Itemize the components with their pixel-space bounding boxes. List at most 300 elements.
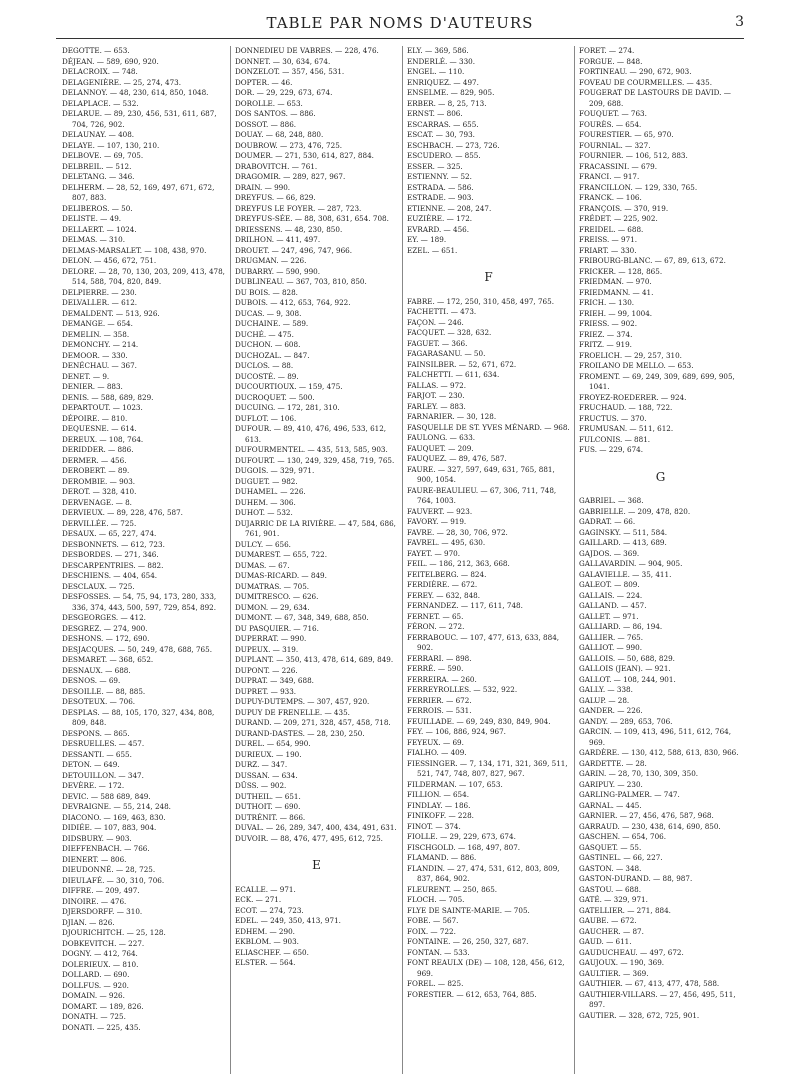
index-entry: DEMOOR. — 330. xyxy=(62,350,128,360)
index-entry: DUVOIR. — 88, 476, 477, 495, 612, 725. xyxy=(235,833,383,843)
index-entry: DELACROIX. — 748. xyxy=(62,67,138,76)
index-entry: DEMONCHY. — 214. xyxy=(62,340,139,349)
index-entry: FLANDIN. — 27, 474, 531, 612, 803, 809, 837, 864, 902. xyxy=(407,863,560,883)
index-entry: DELORE. — 28, 70, 130, 203, 209, 413, 478, 514, 588, 704, 820, 849. xyxy=(62,266,225,286)
index-entry: FEREY. — 632, 848. xyxy=(407,590,481,600)
index-entry: DUCHON. — 608. xyxy=(235,340,301,349)
index-entry: DELAGENIÈRE. — 25, 274, 473. xyxy=(62,77,182,87)
index-entry: FIALHO. — 409. xyxy=(407,748,467,757)
index-entry: ENDERLÉ. — 330. xyxy=(407,56,476,66)
index-entry: FERREYROLLES. — 532, 922. xyxy=(407,685,518,694)
index-entry: FERNET. — 65. xyxy=(407,611,464,621)
index-entry: DELANNOY. — 48, 230, 614, 850, 1048. xyxy=(62,88,209,97)
index-entry: FAURE-BEAULIEU. — 67, 306, 711, 748, 764, 1003. xyxy=(407,485,557,505)
index-entry: GALLAND. — 457. xyxy=(579,601,647,610)
index-entry: ESCAT. — 30, 793. xyxy=(407,130,475,139)
index-entry: GALLET. — 971. xyxy=(579,611,639,621)
index-entry: ESTRADA. — 586. xyxy=(407,182,474,192)
index-entry: FILLION. — 654. xyxy=(407,790,469,799)
index-entry: DESCLAUX. — 725. xyxy=(62,581,135,591)
index-entry: GALAVIELLE. — 35, 411. xyxy=(579,569,672,579)
index-entry: FRIEDMAN. — 970. xyxy=(579,277,652,286)
index-entry: GASQUET. — 55. xyxy=(579,842,642,852)
index-entry: GALLAVARDIN. — 904, 905. xyxy=(579,559,683,568)
index-entry: FOUGERAT DE LASTOURS DE DAVID. — 209, 688. xyxy=(579,88,731,108)
index-entry: DUMAS. — 67. xyxy=(235,560,290,570)
index-entry: DUGOIS. — 329, 971. xyxy=(235,466,315,475)
index-entry: FORTINEAU. — 290, 672, 903. xyxy=(579,67,692,76)
index-entry: DIACONO. — 169, 463, 830. xyxy=(62,812,166,822)
index-entry: DUPERRAT. — 990. xyxy=(235,634,307,643)
index-entry: DREYFUS LE FOYER. — 287, 723. xyxy=(235,203,362,213)
index-entry: FLYE DE SAINTE-MARIE. — 705. xyxy=(407,905,530,915)
index-entry: DELMAS. — 310. xyxy=(62,235,126,244)
index-entry: EY. — 189. xyxy=(407,235,447,244)
index-entry: FOURNIAL. — 327. xyxy=(579,140,651,150)
index-entry: FERRARI. — 898. xyxy=(407,653,472,663)
index-entry: DESNAUX. — 688. xyxy=(62,665,131,675)
index-entry: DEQUESNE. — 614. xyxy=(62,424,137,433)
index-entry: GATÉ. — 329, 971. xyxy=(579,895,648,904)
index-entry: DELHERM. — 28, 52, 169, 497, 671, 672, 807, 883. xyxy=(62,182,215,202)
index-entry: DELPIERRE. — 230. xyxy=(62,287,137,297)
index-entry: DIEUDONNÉ. — 28, 725. xyxy=(62,865,156,874)
index-entry: DOLLARD. — 690. xyxy=(62,970,130,979)
index-entry: FRUMUSAN. — 511, 612. xyxy=(579,424,674,433)
index-entry: GALUP. — 28. xyxy=(579,695,630,705)
index-entry: DEVRAIGNE. — 55, 214, 248. xyxy=(62,802,171,811)
index-entry: FIESSINGER. — 7, 134, 171, 321, 369, 511, 521, 747, 748, 807, 827, 967. xyxy=(407,758,568,778)
index-entry: DELARUE. — 89, 230, 456, 531, 611, 687, 704, 726, 902. xyxy=(62,109,217,129)
index-entry: GARRAUD. — 230, 438, 614, 690, 850. xyxy=(579,821,721,831)
index-entry: DUCHAINE. — 589. xyxy=(235,319,309,328)
index-entry: FOVEAU DE COURMELLES. — 435. xyxy=(579,77,712,87)
index-entry: DULCY. — 656. xyxy=(235,539,291,549)
index-entry: DOLLFUS. — 920. xyxy=(62,980,129,990)
index-entry: FAUVERT. — 923. xyxy=(407,506,473,516)
index-entry: GAUTHIER. — 67, 413, 477, 478, 588. xyxy=(579,979,720,988)
section-letter: G xyxy=(655,469,666,484)
index-entry: FERRIER. — 672. xyxy=(407,695,472,705)
index-entry: DRILHON. — 411, 497. xyxy=(235,235,321,244)
index-entry: DUHAMEL. — 226. xyxy=(235,487,306,496)
index-entry: ECALLE. — 971. xyxy=(235,884,296,894)
index-entry: FACHETTI. — 473. xyxy=(407,307,477,316)
index-entry: DURZ. — 347. xyxy=(235,760,288,769)
index-entry: DUMAS-RICARD. — 849. xyxy=(235,571,327,580)
index-entry: DUMATRAS. — 705. xyxy=(235,581,310,591)
index-entry: FILDERMAN. — 107, 653. xyxy=(407,779,503,789)
index-entry: FROMENT. — 69, 249, 309, 689, 699, 905, 1041. xyxy=(579,371,735,391)
index-entry: DELAYE. — 107, 130, 210. xyxy=(62,140,160,150)
index-entry: FERNANDEZ. — 117, 611, 748. xyxy=(407,601,523,610)
index-entry: DUCROQUET. — 500. xyxy=(235,392,315,402)
index-entry: DUTRÉNIT. — 866. xyxy=(235,812,306,822)
index-entry: DUFLOT. — 106. xyxy=(235,413,297,423)
index-entry: FRÉDET. — 225, 902. xyxy=(579,214,658,223)
index-entry: ECOT. — 274, 723. xyxy=(235,905,304,915)
index-entry: FREIDEL. — 688. xyxy=(579,224,644,234)
index-entry: DEMANGE. — 654. xyxy=(62,319,133,328)
index-entry: FROYEZ-ROEDERER. — 924. xyxy=(579,392,687,402)
index-entry: DELON. — 456, 672, 751. xyxy=(62,256,157,265)
index-entry: DENET. — 9. xyxy=(62,371,110,381)
index-entry: DEREUX. — 108, 764. xyxy=(62,434,144,444)
index-entry: FAUQUEZ. — 89, 476, 587. xyxy=(407,454,507,463)
index-entry: FISCHGOLD. — 168, 497, 807. xyxy=(407,842,521,852)
index-entry: DUCAS. — 9, 308. xyxy=(235,308,302,318)
index-entry: DOSSOT. — 886. xyxy=(235,119,297,129)
index-entry: DUCUING. — 172, 281, 310. xyxy=(235,403,340,412)
index-entry: DUBLINEAU. — 367, 703, 810, 850. xyxy=(235,277,367,286)
index-entry: DUFOUR. — 89, 410, 476, 496, 533, 612, 613. xyxy=(235,424,387,444)
index-entry: FÉRON. — 272. xyxy=(407,622,465,631)
index-entry: EDEL. — 249, 350, 413, 971. xyxy=(235,916,341,925)
index-entry: FRIBOURG-BLANC. — 67, 89, 613, 672. xyxy=(579,256,726,265)
index-entry: DENIER. — 883. xyxy=(62,382,123,391)
index-entry: DEGOTTE. — 653. xyxy=(62,46,130,55)
index-entry: DUGUET. — 982. xyxy=(235,476,298,486)
index-column-3 xyxy=(402,46,574,1074)
index-entry: GALLOIS. — 50, 688, 829. xyxy=(579,653,675,663)
section-letter: E xyxy=(312,858,321,872)
index-entry: DU PASQUIER. — 716. xyxy=(235,623,319,633)
index-entry: ESTIENNY. — 52. xyxy=(407,172,472,181)
index-entry: FAGARASANU. — 50. xyxy=(407,349,486,358)
index-entry: ESCHBACH. — 273, 726. xyxy=(407,140,500,150)
index-entry: DELIBEROS. — 50. xyxy=(62,203,133,213)
index-entry: FONTAINE. — 26, 250, 327, 687. xyxy=(407,937,529,946)
index-entry: FARJOT. — 230. xyxy=(407,391,465,400)
index-entry: FAYET. — 970. xyxy=(407,548,461,558)
index-entry: FARNARIER. — 30, 128. xyxy=(407,412,497,421)
index-entry: DUPEUX. — 319. xyxy=(235,644,299,654)
index-entry: FAÇON. — 246. xyxy=(407,317,464,327)
index-entry: FERDIÈRE. — 672. xyxy=(407,580,478,589)
index-entry: FEIL. — 186, 212, 363, 668. xyxy=(407,559,510,568)
index-entry: DETOUILLON. — 347. xyxy=(62,770,144,780)
index-entry: DONNEDIEU DE VABRES. — 228, 476. xyxy=(235,46,379,55)
index-entry: FAINSILBER. — 52, 671, 672. xyxy=(407,359,517,369)
index-entry: GATELLIER. — 271, 884. xyxy=(579,905,671,915)
index-entry: DUBARRY. — 590, 990. xyxy=(235,266,321,276)
index-entry: DJOURICHITCH. — 25, 128. xyxy=(62,928,166,937)
index-entry: DESGREZ. — 274, 900. xyxy=(62,623,148,633)
index-entry: ELY. — 369, 586. xyxy=(407,46,469,55)
index-entry: EVRARD. — 456. xyxy=(407,224,470,234)
index-entry: GARDÈRE. — 130, 412, 588, 613, 830, 966. xyxy=(579,748,739,757)
index-entry: DONATH. — 725. xyxy=(62,1012,126,1021)
index-entry: FASQUELLE DE ST. YVES MÉNARD. — 968. xyxy=(407,422,570,432)
index-entry: DIFFRE. — 209, 497. xyxy=(62,886,140,895)
index-entry: DOROLLE. — 653. xyxy=(235,98,303,108)
index-entry: ENSELME. — 829, 905. xyxy=(407,88,495,97)
index-entry: ERBER. — 8, 25, 713. xyxy=(407,98,487,108)
index-entry: GABRIEL. — 368. xyxy=(579,496,644,505)
index-entry: DOUAY. — 68, 248, 880. xyxy=(235,130,324,139)
index-entry: FORET. — 274. xyxy=(579,46,635,55)
index-entry: DETON. — 649. xyxy=(62,760,120,769)
index-column-4 xyxy=(574,46,746,1074)
index-entry: DUCLOS. — 88. xyxy=(235,361,294,370)
index-entry: GAUTHIER-VILLARS. — 27, 456, 495, 511, 897. xyxy=(579,989,736,1009)
index-entry: DESRUELLES. — 457. xyxy=(62,739,145,748)
index-entry: FLEURENT. — 250, 865. xyxy=(407,884,498,894)
index-entry: DRAIN. — 990. xyxy=(235,182,291,192)
index-entry: FOURNIER. — 106, 512, 883. xyxy=(579,151,688,160)
index-entry: GAILLARD. — 413, 689. xyxy=(579,538,667,547)
index-entry: FONT REAULX (DE) — 108, 128, 456, 612, 969. xyxy=(407,958,565,978)
index-entry: FAVREL. — 495, 630. xyxy=(407,538,486,547)
index-entry: DESSANTI. — 655. xyxy=(62,749,132,759)
index-entry: FRIEZ. — 374. xyxy=(579,329,633,339)
index-entry: FRICH. — 130. xyxy=(579,298,635,307)
index-entry: DIEULAFÉ. — 30, 310, 706. xyxy=(62,875,165,885)
index-entry: FERRÉ. — 590. xyxy=(407,664,464,673)
index-entry: DUCHÉ. — 475. xyxy=(235,329,294,339)
index-entry: DONZELOT. — 357, 456, 531. xyxy=(235,67,345,76)
index-entry: DESOTEUX. — 706. xyxy=(62,697,136,706)
page-title: TABLE PAR NOMS D'AUTEURS xyxy=(266,14,534,32)
index-entry: GALLAIS. — 224. xyxy=(579,590,643,600)
index-entry: ERNST. — 806. xyxy=(407,109,463,118)
index-entry: DEVÈRE. — 172. xyxy=(62,781,125,790)
index-entry: DUCOSTÉ. — 89. xyxy=(235,371,299,381)
index-entry: DUSSAN. — 634. xyxy=(235,770,298,780)
index-entry: ELSTER. — 564. xyxy=(235,958,296,967)
index-entry: FACQUET. — 328, 632. xyxy=(407,328,492,337)
index-entry: FERRABOUC. — 107, 477, 613, 633, 884, 902. xyxy=(407,632,560,652)
index-entry: FRIART. — 330. xyxy=(579,245,637,255)
section-letter: F xyxy=(484,270,493,284)
index-entry: DURAND. — 209, 271, 328, 457, 458, 718. xyxy=(235,718,391,727)
index-entry: DIDIÉE. — 107, 883, 904. xyxy=(62,823,157,832)
index-entry: GAUBE. — 672. xyxy=(579,916,637,925)
index-column-1 xyxy=(58,46,230,1074)
index-entry: DELBOVE. — 69, 705. xyxy=(62,151,144,160)
index-entry: FAVRE. — 28, 30, 706, 972. xyxy=(407,527,508,537)
index-entry: DU BOIS. — 828. xyxy=(235,287,298,297)
index-entry: FUS. — 229, 674. xyxy=(579,445,644,454)
index-entry: FEYEUX. — 69. xyxy=(407,737,464,747)
index-entry: DIEFFENBACH. — 766. xyxy=(62,844,150,853)
index-entry: FOURÈS. — 654. xyxy=(579,119,642,129)
index-entry: FEITELBERG. — 824. xyxy=(407,569,487,579)
index-entry: DESPLAS. — 88, 105, 170, 327, 434, 808, 809, 848. xyxy=(62,707,215,727)
index-entry: DUFOURT. — 130, 249, 329, 458, 719, 765. xyxy=(235,455,395,465)
index-entry: DUBOIS. — 412, 653, 764, 922. xyxy=(235,298,351,307)
index-entry: DESJACQUES. — 50, 249, 478, 688, 765. xyxy=(62,644,212,654)
author-index xyxy=(58,46,748,1074)
index-entry: GARDETTE. — 28. xyxy=(579,758,647,768)
index-entry: DROUET. — 247, 496, 747, 966. xyxy=(235,245,353,255)
index-entry: DIENERT. — 806. xyxy=(62,854,127,864)
index-entry: GALLOT. — 108, 244, 901. xyxy=(579,674,676,684)
index-entry: FIOLLE. — 29, 229, 673, 674. xyxy=(407,832,516,841)
index-entry: DÜSS. — 902. xyxy=(235,781,287,790)
index-entry: GALLY. — 338. xyxy=(579,685,633,694)
index-entry: ESTRADE. — 903. xyxy=(407,193,474,202)
index-entry: DEROBERT. — 89. xyxy=(62,466,130,475)
index-entry: FULCONIS. — 881. xyxy=(579,434,651,444)
index-entry: GAUCHER. — 87. xyxy=(579,926,644,936)
index-entry: DUPRET. — 933. xyxy=(235,686,297,696)
index-entry: DUHEM. — 306. xyxy=(235,497,296,507)
index-entry: DERVIEUX. — 89, 228, 476, 587. xyxy=(62,508,183,517)
index-entry: GAJDOS. — 369. xyxy=(579,548,640,558)
index-entry: FALCHETTI. — 611, 634. xyxy=(407,370,500,379)
index-entry: DESCHIENS. — 404, 654. xyxy=(62,571,158,580)
index-entry: FINDLAY. — 186. xyxy=(407,800,471,810)
index-entry: DUJARRIC DE LA RIVIÈRE. — 47, 584, 686, 761, 901. xyxy=(235,518,396,538)
index-entry: DUPONT. — 226. xyxy=(235,665,298,675)
index-entry: FRITZ. — 919. xyxy=(579,340,632,349)
index-entry: DELAPLACE. — 532. xyxy=(62,98,139,108)
index-entry: DELMAS-MARSALET. — 108, 438, 970. xyxy=(62,245,207,255)
index-entry: FAULONG. — 633. xyxy=(407,433,476,442)
index-entry: DUPRAT. — 349, 688. xyxy=(235,676,314,685)
index-entry: ELIASCHEF. — 650. xyxy=(235,947,309,957)
index-entry: DUMITRESCO. — 626. xyxy=(235,592,319,601)
index-entry: FAURE. — 327, 597, 649, 631, 765, 881, 900, 1054. xyxy=(407,464,555,484)
index-entry: DERMER. — 456. xyxy=(62,455,127,465)
index-entry: DUMONT. — 67, 348, 349, 688, 850. xyxy=(235,613,369,622)
index-entry: DELVALLER. — 612. xyxy=(62,298,138,307)
index-entry: ESSER. — 325. xyxy=(407,161,463,171)
index-entry: GAUDUCHEAU. — 497, 672. xyxy=(579,947,684,957)
index-entry: FAVORY. — 919. xyxy=(407,517,467,526)
index-entry: DRUGMAN. — 226. xyxy=(235,256,307,265)
index-entry: DREYFUS-SÉE. — 88, 308, 631, 654. 708. xyxy=(235,214,389,223)
index-entry: FALLAS. — 972. xyxy=(407,380,467,390)
index-entry: GALEOT. — 809. xyxy=(579,580,640,589)
index-entry: DJERSDORFF. — 310. xyxy=(62,907,143,916)
index-entry: ECK. — 271. xyxy=(235,895,282,904)
index-entry: FRANCI. — 917. xyxy=(579,172,640,181)
index-entry: DESHONS. — 172, 690. xyxy=(62,634,150,643)
index-entry: DUMAREST. — 655, 722. xyxy=(235,550,328,559)
index-entry: FRANÇOIS. — 370, 919. xyxy=(579,203,669,213)
index-entry: EDHEM. — 290. xyxy=(235,926,295,936)
index-entry: DELISTE. — 49. xyxy=(62,214,122,223)
index-entry: FONTAN. — 533. xyxy=(407,947,470,957)
index-entry: FORGUE. — 848. xyxy=(579,56,643,66)
index-entry: DOBKEVITCH. — 227. xyxy=(62,938,145,948)
index-entry: DUPUY DE FRENELLE. — 435. xyxy=(235,707,350,717)
index-entry: DERVILLÉE. — 725. xyxy=(62,518,137,528)
index-entry: FRANCILLON. — 129, 330, 765. xyxy=(579,182,698,192)
index-entry: ENRIQUEZ. — 497. xyxy=(407,77,479,87)
index-entry: GARLING-PALMER. — 747. xyxy=(579,790,680,799)
index-entry: DENIS. — 588, 689, 829. xyxy=(62,392,154,402)
index-entry: DERIDDER. — 886. xyxy=(62,445,134,454)
index-entry: FROELICH. — 29, 257, 310. xyxy=(579,350,682,360)
index-entry: FAUQUET. — 209. xyxy=(407,443,474,453)
index-entry: FRIEH. — 99, 1004. xyxy=(579,308,653,318)
index-entry: GALLOIS (JEAN). — 921. xyxy=(579,664,671,673)
index-entry: DOPTER. — 46. xyxy=(235,77,293,87)
index-entry: DUPLANT. — 350, 413, 478, 614, 689, 849. xyxy=(235,655,394,664)
index-entry: DESBONNETS. — 612, 723. xyxy=(62,539,165,549)
index-entry: GAUD. — 611. xyxy=(579,937,632,946)
index-entry: DOLERIEUX. — 810. xyxy=(62,959,139,969)
index-entry: DESAUX. — 65, 227, 474. xyxy=(62,529,157,538)
index-entry: FRUCTUS. — 370. xyxy=(579,413,647,423)
index-entry: FERREIRA. — 260. xyxy=(407,674,477,684)
index-entry: DESGEORGES. — 412. xyxy=(62,613,146,622)
index-entry: DUMON. — 29, 634. xyxy=(235,602,310,612)
index-entry: DINOIRE. — 476. xyxy=(62,896,127,906)
index-entry: FLAMAND. — 886. xyxy=(407,853,477,862)
index-entry: DOR. — 29, 229, 673, 674. xyxy=(235,88,333,97)
index-entry: FARLEY. — 883. xyxy=(407,401,466,411)
index-entry: GABRIELLE. — 209, 478, 820. xyxy=(579,506,691,516)
index-entry: GAGINSKY. — 511, 584. xyxy=(579,527,668,537)
index-entry: DELBREIL. — 512. xyxy=(62,161,132,171)
index-entry: FOREL. — 825. xyxy=(407,979,464,988)
index-entry: ESCUDERO. — 855. xyxy=(407,151,481,160)
index-entry: DESOILLE. — 88, 885. xyxy=(62,686,146,696)
index-entry: FOURESTIER. — 65, 970. xyxy=(579,130,674,139)
index-entry: FERROIS. — 531. xyxy=(407,706,472,715)
index-entry: FROILANO DE MELLO. — 653. xyxy=(579,361,694,370)
index-entry: GANDER. — 226. xyxy=(579,706,643,715)
index-entry: EZEL. — 651. xyxy=(407,245,458,255)
index-entry: GASTON. — 348. xyxy=(579,863,642,873)
index-entry: DUVAL. — 26, 289, 347, 400, 434, 491, 631. xyxy=(235,823,397,832)
index-entry: GARNIER. — 27, 456, 476, 587, 968. xyxy=(579,811,714,820)
index-entry: GAUJOUX. — 190, 369. xyxy=(579,958,665,967)
index-entry: DESFOSSES. — 54, 75, 94, 173, 280, 333, 336, 374, 443, 500, 597, 729, 854, 892. xyxy=(62,592,217,612)
index-entry: DELAUNAY. — 408. xyxy=(62,130,135,139)
index-entry: DESCARPENTRIES. — 882. xyxy=(62,560,164,570)
index-entry: DEROMBIE. — 903. xyxy=(62,476,136,486)
page-number: 3 xyxy=(735,14,744,30)
index-entry: FRICKER. — 128, 865. xyxy=(579,266,663,276)
index-entry: FABRE. — 172, 250, 310, 458, 497, 765. xyxy=(407,296,554,306)
index-entry: DEVIC. — 588 689, 849. xyxy=(62,791,151,801)
index-entry: FOUQUET. — 763. xyxy=(579,109,647,118)
index-entry: ENGEL. — 110. xyxy=(407,67,465,76)
index-entry: FRIESS. — 902. xyxy=(579,319,637,328)
index-entry: DOS SANTOS. — 886. xyxy=(235,109,316,118)
index-entry: DÉJEAN. — 589, 690, 920. xyxy=(62,56,159,66)
index-entry: GASTON-DURAND. — 88, 987. xyxy=(579,874,693,883)
index-entry: GARIPUY. — 230. xyxy=(579,779,643,789)
index-column-2 xyxy=(230,46,402,1074)
index-entry: DELLAERT. — 1024. xyxy=(62,224,137,234)
index-entry: DERVENAGE. — 8. xyxy=(62,497,132,507)
index-entry: FLOCH. — 705. xyxy=(407,895,465,904)
index-entry: FEY. — 106, 886, 924, 967. xyxy=(407,727,506,736)
index-entry: DUCOURTIOUX. — 159, 475. xyxy=(235,382,343,391)
index-entry: FOBE. — 567. xyxy=(407,916,459,925)
index-entry: DEMELIN. — 358. xyxy=(62,329,130,339)
index-entry: FRIEDMANN. — 41. xyxy=(579,287,654,297)
index-entry: GANDY. — 289, 653, 706. xyxy=(579,716,673,726)
index-entry: DENÉCHAU. — 367. xyxy=(62,361,137,370)
index-entry: DUREL. — 654, 990. xyxy=(235,739,311,748)
index-entry: GARIN. — 28, 70, 130, 309, 350. xyxy=(579,769,699,778)
index-entry: DUTHEIL. — 651. xyxy=(235,791,301,801)
index-entry: DESNOS. — 69. xyxy=(62,676,121,685)
index-entry: FORESTIER. — 612, 653, 764, 885. xyxy=(407,989,537,999)
index-entry: EKBLOM. — 903. xyxy=(235,937,299,946)
index-entry: DUFOURMENTEL. — 435, 513, 585, 903. xyxy=(235,445,388,454)
index-entry: DÉPOIRE. — 810. xyxy=(62,413,128,423)
index-entry: DEMALDENT. — 513, 926. xyxy=(62,308,160,318)
index-entry: DOGNY. — 412, 764. xyxy=(62,949,138,958)
